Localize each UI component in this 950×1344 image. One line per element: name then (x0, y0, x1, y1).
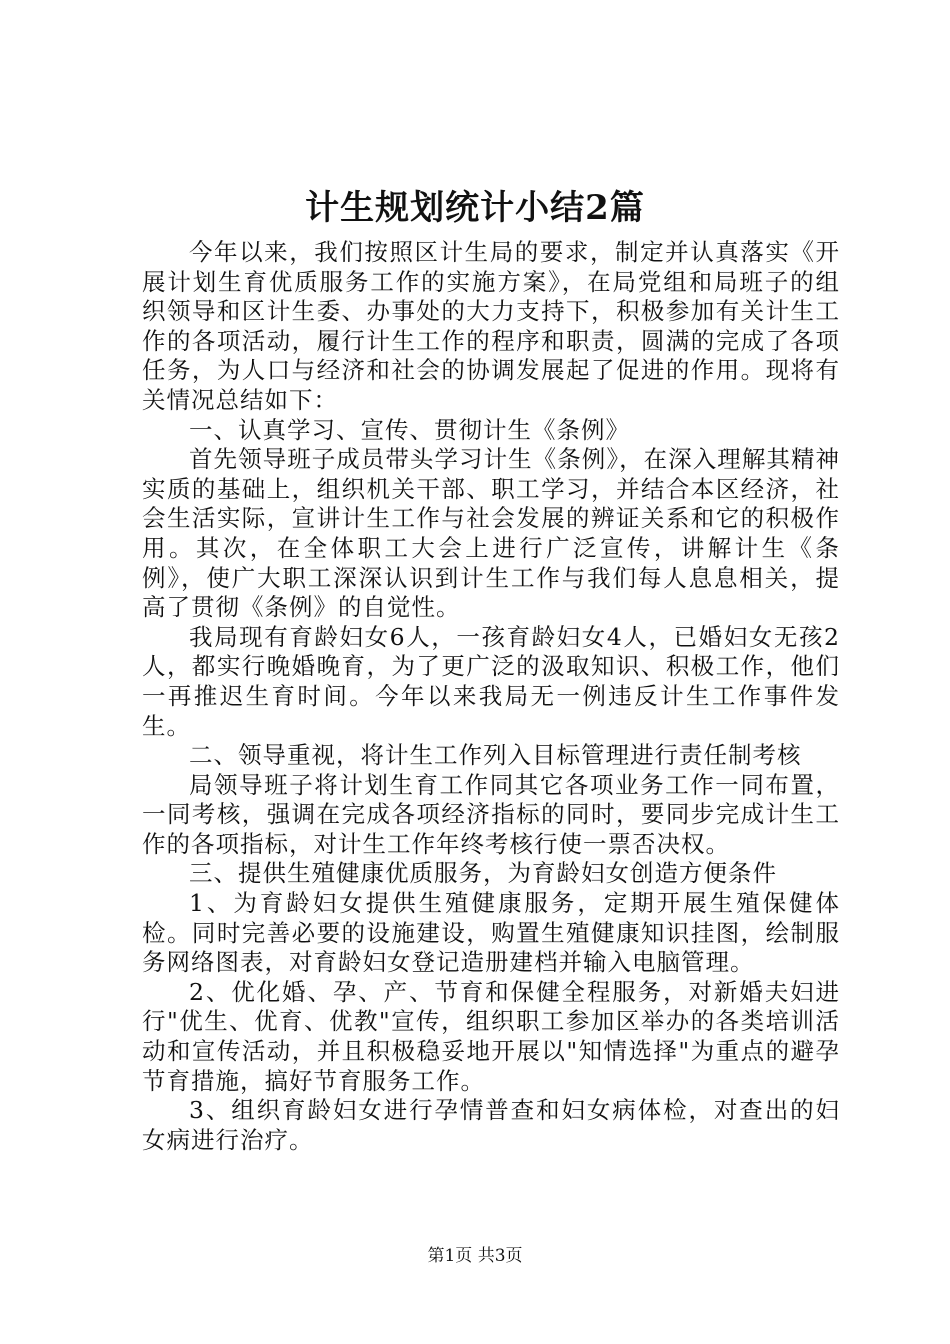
paragraph: 首先领导班子成员带头学习计生《条例》，在深入理解其精神实质的基础上，组织机关干部、职工学习，并结合本区经济，社会生活实际，宣讲计生工作与社会发展的辨证关系和它的积极作用。其次，在全体职工大会上进行广泛宣传，讲解计生《条例》，使广大职工深深认识到计生工作与我们每人息息相关，提高了贯彻《条例》的自觉性。 (142, 445, 840, 622)
list-item: 1、为育龄妇女提供生殖健康服务，定期开展生殖保健体检。同时完善必要的设施建设，购置生殖健康知识挂图，绘制服务网络图表，对育龄妇女登记造册建档并输入电脑管理。 (142, 889, 840, 977)
list-item: 2、优化婚、孕、产、节育和保健全程服务，对新婚夫妇进行"优生、优育、优教"宣传，组织职工参加区举办的各类培训活动和宣传活动，并且积极稳妥地开展以"知情选择"为重点的避孕节育措施，搞好节育服务工作。 (142, 977, 840, 1095)
paragraph: 我局现有育龄妇女6人，一孩育龄妇女4人，已婚妇女无孩2人，都实行晚婚晚育，为了更广泛的汲取知识、积极工作，他们一再推迟生育时间。今年以来我局无一例违反计生工作事件发生。 (142, 622, 840, 740)
section-heading-3: 三、提供生殖健康优质服务，为育龄妇女创造方便条件 (189, 859, 777, 888)
section-heading-2: 二、领导重视，将计生工作列入目标管理进行责任制考核 (189, 741, 802, 770)
list-item: 3、组织育龄妇女进行孕情普查和妇女病体检，对查出的妇女病进行治疗。 (142, 1096, 840, 1154)
paragraph-intro: 今年以来，我们按照区计生局的要求，制定并认真落实《开展计划生育优质服务工作的实施方案》，在局党组和局班子的组织领导和区计生委、办事处的大力支持下，积极参加有关计生工作的各项活动，履行计生工作的程序和职责，圆满的完成了各项任务，为人口与经济和社会的协调发展起了促进的作用。现将有关情况总结如下： (142, 238, 840, 414)
paragraph: 局领导班子将计划生育工作同其它各项业务工作一同布置，一同考核，强调在完成各项经济指标的同时，要同步完成计生工作的各项指标，对计生工作年终考核行使一票否决权。 (142, 770, 840, 858)
document-body (142, 238, 840, 1155)
page-footer: 第1页 共3页 (427, 1246, 523, 1266)
document-title: 计生规划统计小结2篇 (305, 188, 645, 228)
section-heading-1: 一、认真学习、宣传、贯彻计生《条例》 (189, 415, 630, 444)
